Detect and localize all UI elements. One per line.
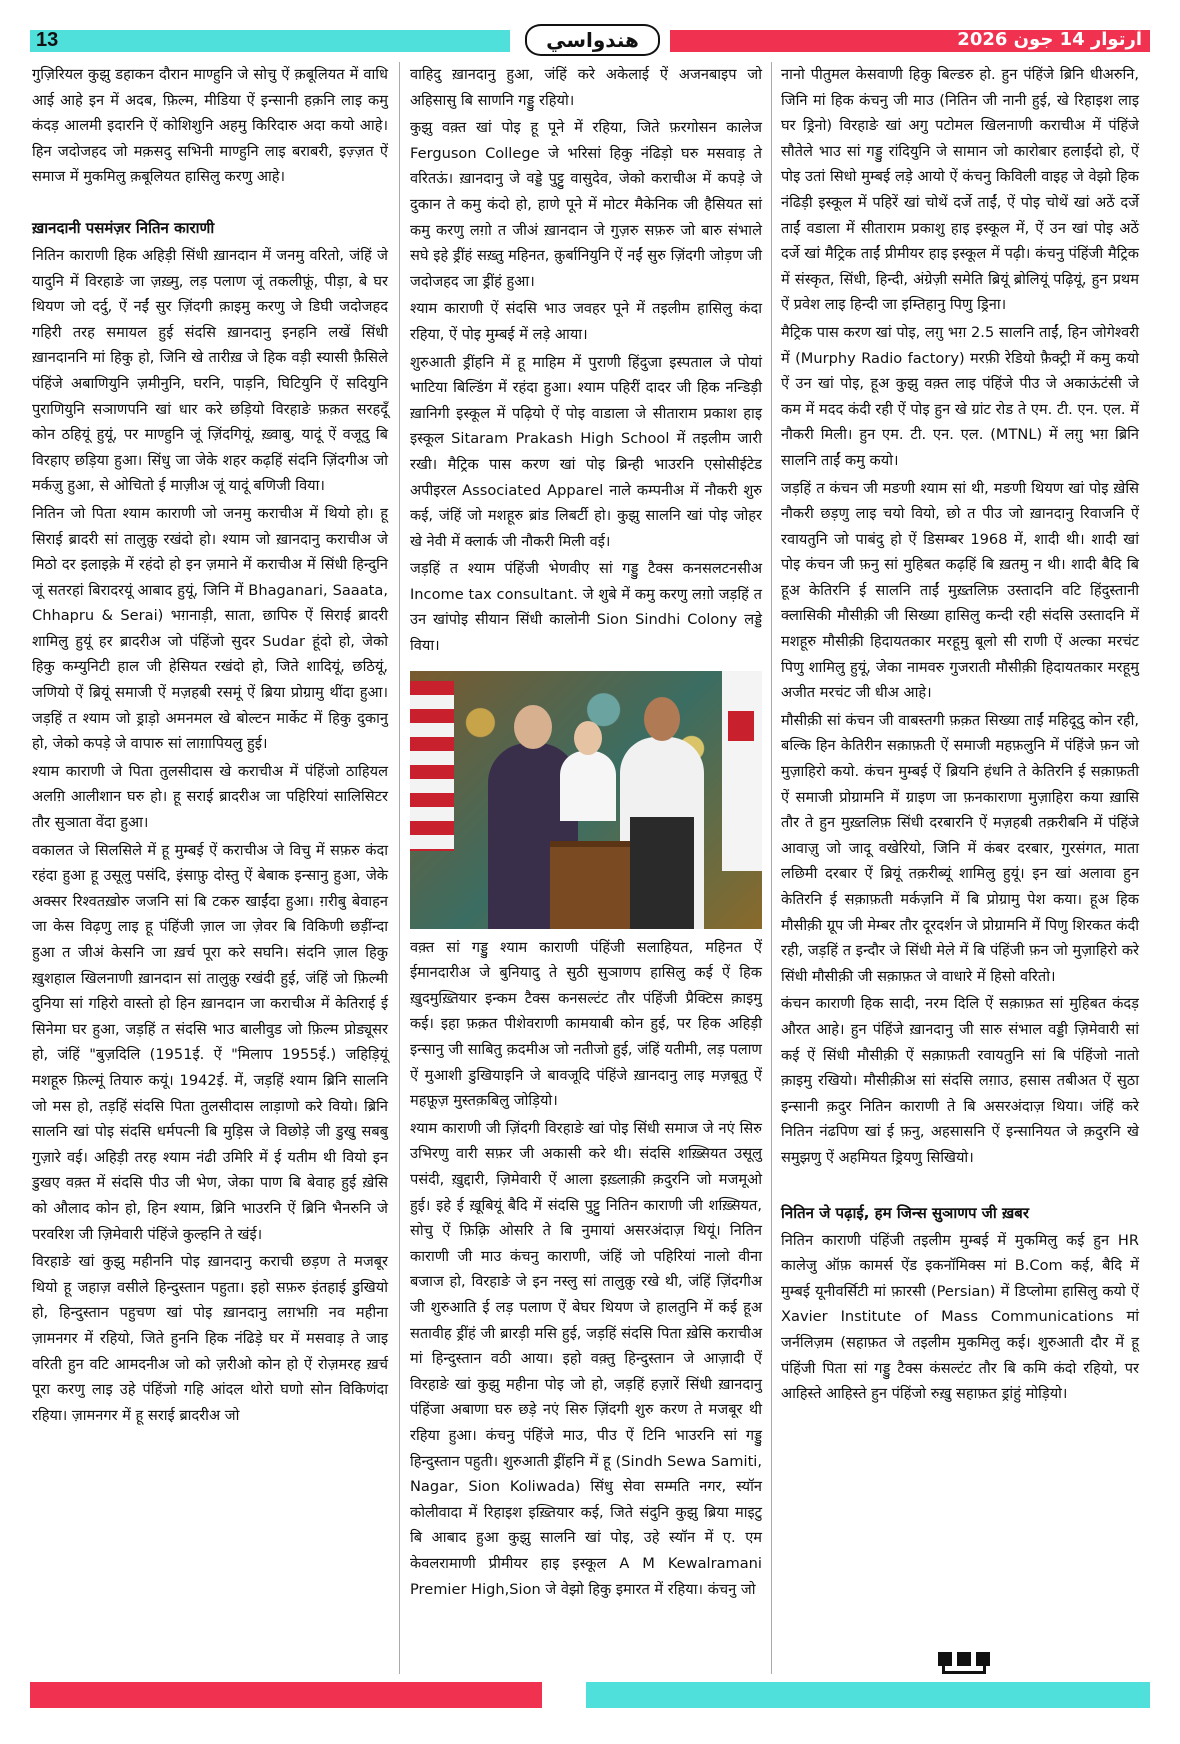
section-heading: ख़ानदानी पसमंज़र नितिन काराणी: [32, 218, 215, 237]
paragraph: श्याम काराणी ऐं संदसि भाउ जवहर पूने में तइलीम हासिलु कंदा रहिया, ऐं पोइ मुम्बई में लड़े आया।: [410, 300, 762, 343]
article-column-3: [781, 62, 1139, 1409]
photo-person-right: [620, 737, 704, 929]
header-cyan-strip: [30, 30, 510, 52]
article-column-1: [32, 62, 388, 1430]
paragraph: वक़्त सां गड्डु श्याम काराणी पंहिंजी सलाहियत, महिनत ऐं ईमानदारीअ जे बुनियादु ते सुठी सुञाणप हासिलु कई ऐं हिक ख़ुदमुख़्तियार इन्कम टैक्स कनसल्टंट तौर पंहिंजी प्रैक्टिस क़ाइमु कई। इहा फ़क़त पीशेवराणी कामयाबी कोन हुई, पर हिक अहिड़ी इन्सानु जी साबितु क़दमीअ जो नतीजो हुई, जंहिं यतीमी, लड़ पलाण ऐं मुआशी डुखियाइनि जे बावजूदि पंहिंजे ख़ानदानु लाइ मज़बूतु ऐं महफ़ूज़ मुस्तक़बिलु जोड़ियो।: [410, 938, 762, 1110]
paragraph: मौसीक़ी सां कंचन जी वाबस्तगी फ़क़त सिख्या ताईं महिदूदु कोन रही, बल्कि हिन केतिरीन सक़ाफ़ती ऐं समाजी महफ़लुनि में पंहिंजे फ़न जो मुज़ाहिरो कयो. कंचन मुम्बई ऐं ब्रियनि हंधनि ते केतिरनि ई सक़ाफ़ती ऐं समाजी प्रोग्रामनि में ग्राइण जा फ़नकाराणा मुज़ाहिरा कया ख़ासि तौर ते हुन मुख़्तलिफ़ सिंधी दरबारनि ऐं मज़हबी तक़रीबनि में पंहिंजे आवाज़ु जो जादू वखेरियो, जिनि में कंबर दरबार, गुरसंगत, माता लछिमी दरबार ऐं ब्रियूं तक़रीब्यूं शामिलु हुयूं। इन खां अलावा हुन केतिरनि ई सक़ाफ़ती मर्कज़नि में बि प्रोग्रामु पेश कया। हूअ हिक मौसीक़ी ग्रूप जी मेम्बर तौर दूरदर्शन जे प्रोग्रामनि में पिणु शिरकत कंदी रही, जड़हिं त इन्दौर जे सिंधी मेले में बि पंहिंजी फ़न जो मुज़ाहिरो करे सिंधी मौसीक़ी जी सक़ाफ़त जे वाधारे में हिसो वरितो।: [781, 711, 1139, 985]
paragraph: कंचन काराणी हिक सादी, नरम दिलि ऐं सक़ाफ़त सां मुहिबत कंदड़ औरत आहे। हुन पंहिंजे ख़ानदानु जी सारु संभाल वड्डी ज़िमेवारी सां कई ऐं सिंधी मौसीक़ी ऐं सक़ाफ़ती रवायतुनि सां बि पंहिंजो नातो क़ाइमु रखियो। मौसीक़ीअ सां संदसि लग़ाउ, हसास तबीअत ऐं सुठा इन्सानी क़दुर नितिन काराणी ते बि असरअंदाज़ थिया। जंहिं करे नितिन नंढपिण खां ई फ़नु, अहसासनि ऐं इन्सानियत जे क़दुरनि खे समुझणु ऐं अहमियत ड्रियणु सिखियो।: [781, 995, 1139, 1166]
paragraph: नितिन जो पिता श्याम काराणी जो जनमु कराचीअ में थियो हो। हू सिराई ब्रादरी सां तालुक़ु रखंदो हो। श्याम जो ख़ानदानु कराचीअ जे मिठो दर इलाइक़े में रहंदो हो इन ज़माने में कराचीअ में सिंधी हिन्दुनि जूं सतरहां बिरादरयूं आबाद हुयूं, जिनि में Bhaganari, Saaata, Chhapru & Serai) भग़नाड़ी, साता, छापिरु ऐं सिराई ब्रादरी शामिलु हुयूं हर ब्रादरीअ जो पंहिंजो सुदर Sudar हूंदो हो, जेको हिकु कम्युनिटी हाल जी हेसियत रखंदो हो, जिते शादियूं, छठियूं, जणियो ऐं ब्रियूं समाजी ऐं मज़हबी रसमूं ऐं ब्रिया प्रोग्रामु थींदा हुआ। जड़हिं त श्याम जो ड्राड़ो अमनमल खे बोल्टन मार्केट में हिकु दुकानु हो, जेको कपड़े जे वापारु सां लाग़ापियलु हुई।: [32, 504, 388, 753]
paragraph: नानो पीतुमल केसवाणी हिकु बिल्डरु हो. हुन पंहिंजे ब्रिनि धीअरुनि, जिनि मां हिक कंचनु जी माउ (नितिन जी नानी हुई, खे रिहाइश लाइ घर ड्रिनो) विरहाङे खां अगु पटोमल खिलनाणी कराचीअ में पंहिंजे सौतेले भाउ सां गड्डु रांदियुनि जे सामान जो कारोबार हलाईंदो हो, ऐं पोइ उतां सिधो मुम्बई लड़े आयो ऐं कंचनु किविली वाइह जे वेझो हिक नंढिड़ी इस्कूल में पहिरें खां चोथें दर्जे ताईं, ऐं पोइ चोथें खां अठें दर्जे ताईं वडाला में सीताराम प्रकाशु हाइ इस्कूल में, ऐं उन खां पोइ अठें दर्जे खां मैट्रिक ताईं प्रीमीयर हाइ इस्कूल में पढ़ी। कंचनु पंहिंजी मैट्रिक में संस्कृत, सिंधी, हिन्दी, अंग्रेज़ी समेति ब्रियूं ब्रोलियूं पढ़ियूं, हुन प्रथम ऐं प्रवेश लाइ हिन्दी जा इम्तिहानु पिणु ड्रिना।: [781, 66, 1139, 314]
header-band: [30, 26, 1150, 56]
masthead-title: هندواسي: [546, 28, 639, 52]
section-heading: नितिन जे पढ़ाई, हम जिन्स सुञाणप जी ख़बर: [781, 1203, 1029, 1222]
paragraph: विरहाङे खां कुझु महीननि पोइ ख़ानदानु कराची छड़ण ते मजबूर थियो हू जहाज़ वसीले हिन्दुस्तान पहुता। इहो सफ़रु इंतहाई डुखियो हो, हिन्दुस्तान पहुचण खां पोइ ख़ानदानु लग़भग़ि नव महीना ज़ामनगर में रहियो, जिते हुननि हिक नंढिड़े घर में मसवाड़ ते जाइ वरिती हुन वटि आमदनीअ जो को ज़रीओ कोन हो ऐं रोज़मरह ख़र्च पूरा करणु लाइ उहे पंहिंजो गहि आंदल थोरो घणो सोन विकिणंदा रहिया। ज़ामनगर में हू सराई ब्रादरीअ जो: [32, 1253, 388, 1424]
article-column-2: [410, 62, 762, 1604]
issue-date: آرتوار 14 جون 2026: [957, 29, 1142, 50]
article-end-icon: [938, 1652, 990, 1674]
footer-band: [30, 1682, 1150, 1708]
paragraph: श्याम काराणी जी ज़िंदगी विरहाङे खां पोइ सिंधी समाज जे नएं सिरु उभिरणु वारी सफ़र जी अकासी करे थी। संदसि शख़्सियत उसूलु पसंदी, ख़ुद्दारी, ज़िमेवारी ऐं आला इख़्लाक़ी क़दुरनि जो मजमूओ हुई। इहे ई ख़ूबियूं बैदि में संदसि पुट्टु नितिन काराणी जी शख़्सियत, सोचु ऐं फ़िक़्रि ओसरि ते बि नुमायां असरअंदाज़ थियूं। नितिन काराणी जी माउ कंचनु काराणी, जंहिं जो पहिरियां नालो वीना बजाज हो, विरहाङे जे इन नस्लु सां तालुक़ु रखे थी, जंहिं ज़िंदगीअ जी शुरुआति ई लड़ पलाण ऐं बेघर थियण जे हालतुनि में कई हूअ सतावीह ड्रींहं जी ब्रारड़ी मसि हुई, जड़हिं संदसि पिता ख़ेसि कराचीअ मां हिन्दुस्तान वठी आया। इहो वक़्तु हिन्दुस्तान जे आज़ादी ऐं विरहाङे खां कुझु महीना पोइ जो हो, जड़हिं हज़ारें सिंधी ख़ानदानु पंहिंजा अबाणा घरु छड़े नएं सिरु ज़िंदगी शुरु करण ते मजबूर थी रहिया हुआ। कंचनु पंहिंजे माउ, पीउ ऐं टिनि भाउरनि सां गड्डु हिन्दुस्तान पहुती। शुरुआती ड्रींहनि में हू (Sindh Sewa Samiti, Nagar, Sion Koliwada) सिंधु सेवा सम्मति नगर, स्यॉन कोलीवादा में रिहाइश इख़्तियार कई, जिते संदुनि कुझु ब्रिया माइटु बि आबाद हुआ कुझु सालनि खां पोइ, उहे स्यॉन में ए. एम केवलरामाणी प्रीमीयर हाइ इस्कूल A M Kewalramani Premier High,Sion जे वेझो हिकु इमारत में रहिया। कंचनु जो: [410, 1119, 762, 1598]
paragraph: नितिन काराणी हिक अहिड़ी सिंधी ख़ानदान में जनमु वरितो, जंहिं जे यादुनि में विरहाङे जा ज़ख़्मु, लड़ पलाण जूं तकलीफ़ूं, पीड़ा, बे घर थियण जो दर्दु, ऐं नईं सुर ज़िंदगी क़ाइमु करणु जे डिघी जदोजहद गहिरी तरह समायल हुई संदसि ख़ानदानु इनहनि लखें सिंधी ख़ानदाननि मां हिकु हो, जिनि खे तारीख़ जे हिक वड़ी स्यासी फ़ैसिले पंहिंजे अबाणियुनि ज़मीनुनि, घरनि, पाड़नि, घिटियुनि ऐं सदियुनि पुराणियुनि सञाणपनि खां धार करे छड़ियो विरहाङे फ़क़त सरहदूँ कोन ठहियूं हुयूं, पर माण्हुनि जूं ज़िंदगियूं, ख़्वाबु, यादूं ऐं वजूदु बि विरहाए छड़िया हुआ। सिंधु जा जेके शहर कढ़हिं संदनि ज़िंदगीअ जो मर्कज़ु हुआ, से ओचितो ई माज़ीअ जूं यादूं बणिजी विया।: [32, 246, 388, 495]
paragraph: कुझु वक़्त खां पोइ हू पूने में रहिया, जिते फ़रगोसन कालेज Ferguson College जे भरिसां हिकु नंढिड़ो घरु मसवाड़ ते वरितऊं। ख़ानदानु जे वड्डे पुट्टु वासुदेव, जेको कराचीअ में कपड़े जे दुकान ते कमु कंदो हो, हाणे पूने में मोटर मैकेनिक जी हैसियत सां कमु करणु लग़ो त जीअं ख़ानदान जे गुज़रु सफ़रु जो बारु संभाले सघे इहे ड्रींहं सख़्तु महिनत, क़ुर्बानियुनि ऐं नईं सुरु ज़िंदगी जोड़ण जी जदोजहद जा ड्रींहं हुआ।: [410, 119, 762, 290]
article-photo: [410, 671, 762, 929]
paragraph: मैट्रिक पास करण खां पोइ, लग़ु भग़ 2.5 सालनि ताईं, हिन जोगेश्वरी में (Murphy Radio factory) मरफ़ी रेडियो फ़ैक्ट्री में कमु कयो ऐं उन खां पोइ, हूअ कुझु वक़्त लाइ पंहिंजे पीउ जे अकाऊंटंसी जे कम में मदद कंदी रही ऐं पोइ हुन खे ग्रांट रोड ते एम. टी. एन. एल. में नौकरी मिली। हुन एम. टी. एन. एल. (MTNL) में लग़ु भग़ ब्रिनि सालनि ताईं कमु कयो।: [781, 323, 1139, 469]
page-number: 13: [36, 29, 59, 51]
footer-red-strip: [30, 1682, 542, 1708]
photo-us-flag: [410, 681, 454, 851]
photo-white-flag: [722, 671, 762, 871]
paragraph: वाहिदु ख़ानदानु हुआ, जंहिं करे अकेलाई ऐं अजनबाइप जो अहिसासु बि साणनि गड्डु रहियो।: [410, 66, 762, 109]
paragraph: गुज़िरियल कुझु डहाकन दौरान माण्हुनि जे सोचु ऐं क़बूलियत में वाधि आई आहे इन में अदब, फ़िल्म, मीडिया ऐं इन्सानी हक़नि लाइ कमु कंदड़ आलमी इदारनि ऐं कोशिशुनि अहमु किरिदारु अदा कयो आहे। हिन जदोजहद जो मक़सदु सभिनी माण्हुनि लाइ बराबरी, इज़्ज़त ऐं समाज में मुकमिलु क़बूलियत हासिलु करणु आहे।: [32, 66, 388, 186]
paragraph: वकालत जे सिलसिले में हू मुम्बई ऐं कराचीअ जे विचु में सफ़रु कंदा रहंदा हुआ हू उसूलु पसंदि, इंसाफ़ु दोस्तु ऐं बेबाक इन्सानु हुआ, जेके अक्सर रिश्वतख़ोरु जजनि सां बि टकरु खाईंदा हुआ। ग़रीबु बेवाहन जा केस विढ़णु लाइ हू पंहिंजी ज़ाल जा ज़ेवर बि विकिणी छड़ींन्दा हुआ त जीअं केसनि जा ख़र्च पूरा करे सघनि। संदनि ज़ाल हिकु ख़ुशहाल खिलनाणी ख़ानदान सां तालुक़ु रखंदी हुई, जंहिं जो फ़िल्मी दुनिया सां गहिरो वास्तो हो हिन ख़ानदान जा कराचीअ में केतिराई ई सिनेमा घर हुआ, जड़हिं त संदसि भाउ बालीवुड जो फ़िल्म प्रोड्यूसर हो, जंहिं "बुज़दिलि (1951ई. ऐं "मिलाप 1955ई.) जहिड़ियूं मशहूरु फ़िल्मूं तियारु कयूं। 1942ई. में, जड़हिं श्याम ब्रिनि सालनि जो मस हो, तड़हिं संदसि पिता तुलसीदास लाड़ाणो करे वियो। ब्रिनि सालनि खां पोइ संदसि धर्मपत्नी बि मुड़िस जे विछोड़े जी डुखु सबबु गुज़ारे वई। अहिड़ी तरह श्याम नंढी उमिरि में ई यतीम थी वियो इन डुखए वक़्त में संदसि पीउ जी भेण, जेका पाण बि बेवाह हुई ख़ेसि को औलाद कोन हो, हिन श्याम, ब्रिनि भाउरनि ऐं ब्रिनि भैनरुनि जे परवरिश जी ज़िमेवारी पंहिंजे कुल्हनि ते खंई।: [32, 841, 388, 1243]
footer-cyan-strip: [586, 1682, 1150, 1708]
paragraph: जड़हिं त कंचन जी मङणी श्याम सां थी, मङणी थियण खां पोइ ख़ेसि नौकरी छड़णु लाइ चयो वियो, छो त पीउ जो ख़ानदानु रिवाजनि ऐं रवायतुनि जो पाबंदु हो ऐं डिसम्बर 1968 में, शादी थी। शादी खां पोइ कंचन जी फ़नु सां मुहिबत कढ़हिं बि ख़तमु न थी। शादी बैदि बि हूअ केतिरनि ई सालनि ताईं मुख़्तलिफ़ उस्तादनि वटि हिंदुस्तानी क्लासिकी मौसीक़ी जी सिख्या हासिलु कन्दी रही संदसि उस्तादनि में मशहूरु मौसीक़ी हिदायतकार मरहूमु बूलो सी राणी ऐं अल्का मरचंट पिणु शामिलु हुयूं, जेका नामवरु गुजराती मौसीक़ी हिदायतकार मरहूमु अजीत मरचंट जी धीअ आहे।: [781, 479, 1139, 702]
photo-person-middle: [560, 751, 616, 821]
paragraph: जड़हिं त श्याम पंहिंजी भेणवीए सां गड्डु टैक्स कनसलटनसीअ Income tax consultant. जे शुबे में कमु करणु लग़ो जड़हिं त उन खांपोइ सीयान सिंधी कालोनी Sion Sindhi Colony लड्डे विया।: [410, 560, 762, 655]
masthead-logo: [525, 24, 660, 56]
paragraph: नितिन काराणी पंहिंजी तइलीम मुम्बई में मुकमिलु कई हुन HR कालेजु ऑफ़ कामर्स ऐंड इकनॉमिक्स मां B.Com कई, बैदि में मुम्बई यूनीवर्सिटी मां फ़ारसी (Persian) में डिप्लोमा हासिलु कयो ऐं Xavier Institute of Mass Communications मां जर्नलिज़म (सहाफ़त जे तइलीम मुकमिलु कई। शुरुआती दौर में हू पंहिंजी पिता सां गड्डु टैक्स कंसल्टंट तौर बि कमि कंदो रहियो, पर आहिस्ते आहिस्ते हुन पंहिंजो रुख़ु सहाफ़त ड्रांहुं मोड़ियो।: [781, 1231, 1139, 1403]
column-divider: [771, 62, 772, 1674]
column-divider: [399, 62, 400, 1674]
paragraph: शुरुआती ड्रींहनि में हू माहिम में पुराणी हिंदुजा इस्पताल जे पोयां भाटिया बिल्डिंग में रहंदा हुआ। श्याम पहिरीं दादर जी हिक नन्डिड़ी ख़ानिगी इस्कूल में पढ़ियो ऐं पोइ वाडाला जे सीताराम प्रकाश हाइ इस्कूल Sitaram Prakash High School में तइलीम जारी रखी। मैट्रिक पास करण खां पोइ ब्रिन्ही भाउरनि एसोसीईटेड अपीइरल Associated Apparel नाले कम्पनीअ में नौकरी शुरु कई, जंहिं जो मशहूरु ब्रांड लिबर्टी हो। कुझु सालनि खां पोइ जोहर खे नेवी में क्लार्क जी नौकरी मिली वई।: [410, 353, 762, 550]
photo-podium: [550, 841, 630, 929]
paragraph: श्याम काराणी जे पिता तुलसीदास खे कराचीअ में पंहिंजो ठाहियल अलग़ि आलीशान घरु हो। हू सराई ब्रादरीअ जा पहिरियां सालिसिटर तौर सुञाता वेंदा हुआ।: [32, 762, 388, 832]
